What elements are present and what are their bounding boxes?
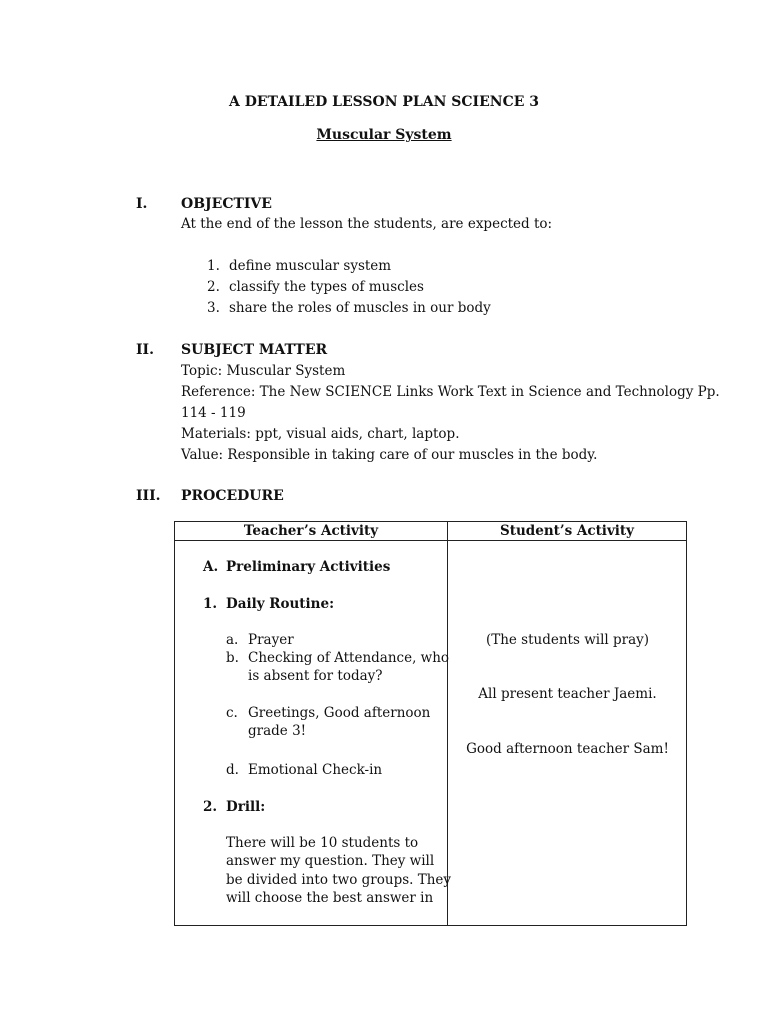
sub-d-text: Emotional Check-in bbox=[248, 762, 383, 778]
subject-materials: Materials: ppt, visual aids, chart, laptop. bbox=[181, 426, 460, 442]
teacher-activity-cell bbox=[175, 541, 452, 926]
item-2-title: Drill: bbox=[226, 799, 266, 815]
procedure-numeral: III. bbox=[136, 488, 161, 504]
document-title: A DETAILED LESSON PLAN SCIENCE 3 bbox=[228, 94, 540, 110]
sub-c-letter: c. bbox=[226, 705, 238, 721]
subject-reference-pages: 114 - 119 bbox=[181, 405, 246, 421]
item-2-number: 2. bbox=[203, 799, 218, 815]
procedure-heading: PROCEDURE bbox=[181, 488, 284, 504]
objective-item-number: 3. bbox=[207, 300, 220, 316]
objective-item-text: classify the types of muscles bbox=[229, 279, 424, 295]
student-activity-header: Student’s Activity bbox=[448, 522, 687, 541]
objective-item-number: 2. bbox=[207, 279, 220, 295]
sub-b-letter: b. bbox=[226, 650, 239, 666]
sub-b-text-line2: is absent for today? bbox=[248, 668, 383, 684]
objective-item-number: 1. bbox=[207, 258, 220, 274]
objective-numeral: I. bbox=[136, 196, 148, 212]
sub-a-text: Prayer bbox=[248, 632, 294, 648]
sub-b-text-line1: Checking of Attendance, who bbox=[248, 650, 450, 666]
student-attendance: All present teacher Jaemi. bbox=[478, 686, 657, 702]
subject-reference: Reference: The New SCIENCE Links Work Text in Science and Technology Pp. bbox=[181, 384, 720, 400]
section-a-letter: A. bbox=[203, 559, 219, 575]
drill-line-3: be divided into two groups. They bbox=[226, 872, 452, 888]
subject-matter-numeral: II. bbox=[136, 342, 154, 358]
table-header-row bbox=[175, 522, 687, 541]
student-activity-cell bbox=[448, 541, 687, 926]
drill-line-1: There will be 10 students to bbox=[226, 835, 419, 851]
student-prayer: (The students will pray) bbox=[485, 632, 650, 648]
drill-line-4: will choose the best answer in bbox=[226, 890, 434, 906]
subject-matter-heading: SUBJECT MATTER bbox=[181, 342, 328, 358]
procedure-table bbox=[174, 521, 687, 926]
item-1-number: 1. bbox=[203, 596, 218, 612]
subject-value: Value: Responsible in taking care of our muscles in the body. bbox=[181, 447, 598, 463]
objective-item-2 bbox=[207, 279, 424, 295]
item-1-title: Daily Routine: bbox=[226, 596, 335, 612]
sub-d-letter: d. bbox=[226, 762, 239, 778]
section-a-title: Preliminary Activities bbox=[226, 559, 391, 575]
student-greeting: Good afternoon teacher Sam! bbox=[466, 741, 669, 757]
objective-item-text: share the roles of muscles in our body bbox=[229, 300, 491, 316]
objective-item-text: define muscular system bbox=[229, 258, 392, 274]
sub-c-text-line1: Greetings, Good afternoon bbox=[248, 705, 431, 721]
sub-c-text-line2: grade 3! bbox=[248, 723, 307, 739]
sub-a-letter: a. bbox=[226, 632, 239, 648]
objective-item-3 bbox=[207, 300, 491, 316]
objective-heading: OBJECTIVE bbox=[181, 196, 272, 212]
table-row bbox=[175, 541, 687, 926]
document-subtitle: Muscular System bbox=[316, 127, 452, 143]
subject-topic: Topic: Muscular System bbox=[181, 363, 346, 379]
objective-item-1 bbox=[207, 258, 391, 274]
drill-line-2: answer my question. They will bbox=[226, 853, 435, 869]
teacher-activity-header: Teacher’s Activity bbox=[175, 522, 448, 541]
objective-intro: At the end of the lesson the students, are expected to: bbox=[181, 216, 553, 232]
